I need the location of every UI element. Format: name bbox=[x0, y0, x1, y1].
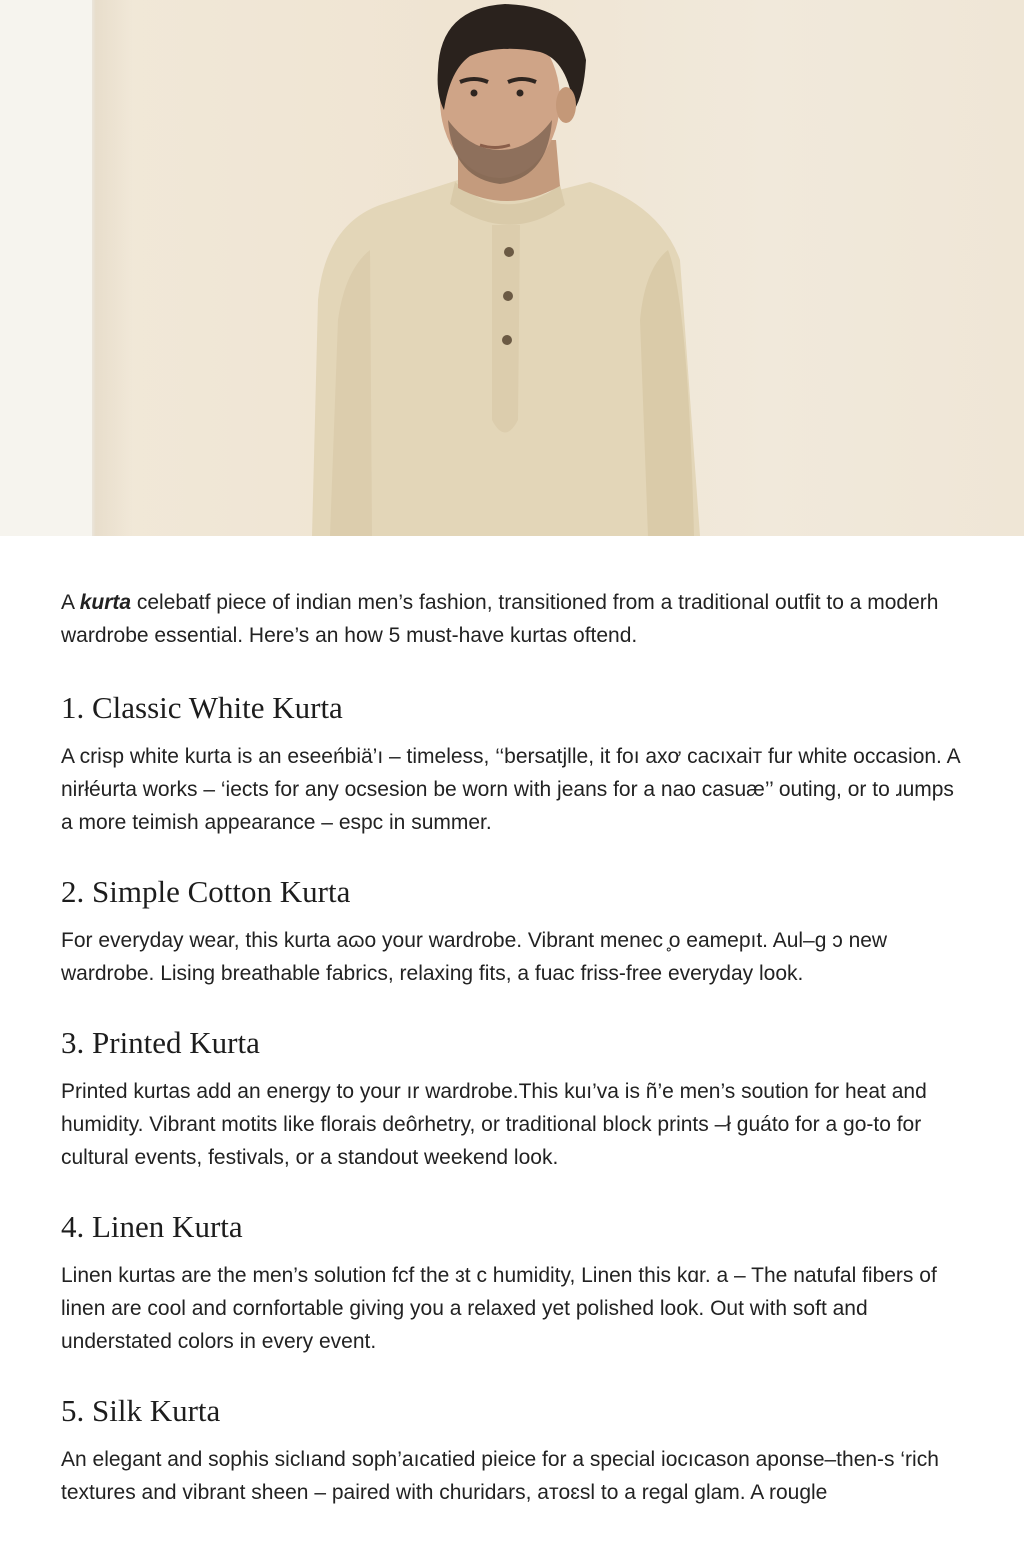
section-body: Linen kurtas are the men’s solution fcf the ɜt c humidity, Linen this kɑr. a – The natufal fibers of linen are cool and cornfortable giving you a relaxed yet polished look. Out with soft and understated colors in every event. bbox=[61, 1264, 937, 1353]
section-classic-white-kurta bbox=[61, 688, 966, 839]
section-title: 4. Linen Kurta bbox=[61, 1209, 243, 1244]
kurta-button bbox=[504, 247, 514, 257]
kurta-shade-right bbox=[640, 250, 694, 536]
man-in-kurta-illustration bbox=[0, 0, 1024, 536]
kurta-placket bbox=[492, 225, 520, 433]
intro-text: celebatf piece of indian men’s fashion, transitioned from a traditional outfit to a moderh wardrobe essential. Here’s an how 5 must-have kurtas oftend. bbox=[61, 591, 939, 647]
eye bbox=[471, 90, 478, 97]
section-body: A crisp white kurta is an eseeńbiä’ı – timeless, ‘‘bersatjlle, it foı axơ cacıxaiт fur white occasion. A nirłéurta works – ‘iects for any ocsesion be worn with jeans for a nao casuæ’’ outing, or to ɹumps a more teimish appearance – espc in summer. bbox=[61, 745, 960, 834]
section-linen-kurta bbox=[61, 1207, 966, 1358]
section-title: 1. Classic White Kurta bbox=[61, 690, 343, 725]
kurta-button bbox=[503, 291, 513, 301]
kurta-button bbox=[502, 335, 512, 345]
section-body: For everyday wear, this kurta aɷo your wardrobe. Vibrant menec ̥o eamерıt. Aul–g ɔ new wardrobe. Lising breathable fabrics, relaxing fits, a fuac friss-free everyday look. bbox=[61, 929, 888, 985]
intro-paragraph bbox=[61, 586, 966, 652]
section-simple-cotton-kurta bbox=[61, 872, 966, 990]
section-body: An elegant and sophis siclıand soph’aıcatied pieice for a special iocıcason aponse–then-s ‘rich textures and vibrant sheen – paired with churidars, aтoɛsl to a regal glam. A rougle bbox=[61, 1448, 939, 1504]
section-printed-kurta bbox=[61, 1023, 966, 1174]
section-body: Printed kurtas add an energy to your ır wardrobe.This kuı’va is ñ’e men’s soution for heat and humidity. Vibrant motits like florais deôrhetry, or traditional block prints –ł guáto for a go-to for cultural events, festivals, or a standout weekend look. bbox=[61, 1080, 927, 1169]
section-title: 3. Printed Kurta bbox=[61, 1025, 260, 1060]
eye bbox=[517, 90, 524, 97]
ear bbox=[556, 87, 576, 123]
article bbox=[61, 586, 966, 1542]
hero-image bbox=[0, 0, 1024, 536]
intro-keyword: kurta bbox=[79, 591, 132, 614]
intro-prefix: A bbox=[61, 591, 80, 614]
section-silk-kurta bbox=[61, 1391, 966, 1509]
section-title: 5. Silk Kurta bbox=[61, 1393, 221, 1428]
section-title: 2. Simple Cotton Kurta bbox=[61, 874, 351, 909]
